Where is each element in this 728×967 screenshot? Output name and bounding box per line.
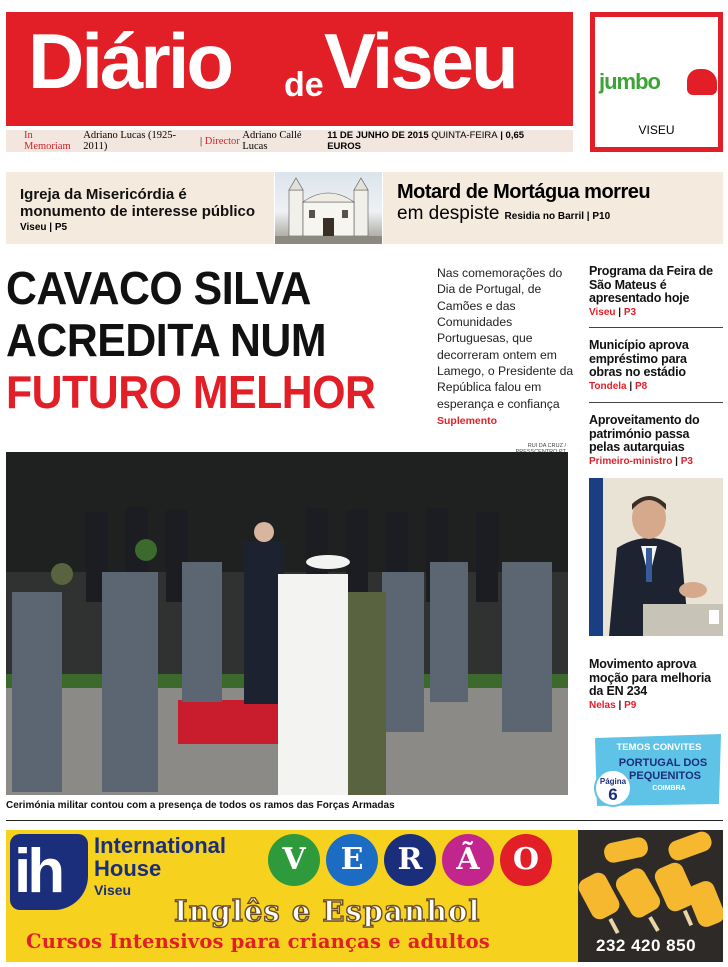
main-lede bbox=[437, 265, 577, 428]
sidebar-page: P3 bbox=[623, 306, 637, 318]
convites-line4: COIMBRA bbox=[652, 785, 686, 792]
sidebar-page: P3 bbox=[680, 455, 693, 467]
sidebar-item-movimento[interactable]: Movimento aprova moção para melhoria da EN 234 Nelas | P9 bbox=[589, 658, 723, 711]
ad-languages: Inglês e Espanhol bbox=[174, 894, 481, 928]
church-facade-image bbox=[275, 172, 382, 244]
elephant-icon bbox=[687, 69, 717, 95]
ad-brand-city: Viseu bbox=[94, 882, 132, 898]
info-separator: | bbox=[200, 135, 203, 147]
convites-line3: PEQUENITOS bbox=[629, 770, 701, 782]
main-headline-line2[interactable]: ACREDITA NUM bbox=[6, 314, 326, 366]
photo-caption: Cerimónia militar contou com a presença de todos os ramos das Forças Armadas bbox=[6, 800, 395, 811]
verao-letter-r: R bbox=[384, 834, 436, 886]
prime-minister-photo bbox=[589, 478, 723, 636]
ad-brand-line2: House bbox=[94, 856, 162, 881]
convites-line2: PORTUGAL DOS bbox=[618, 757, 708, 769]
jumbo-logo: jumbo bbox=[599, 69, 660, 94]
masthead-title-viseu: Viseu bbox=[324, 17, 516, 105]
sidebar-headline: Município aprova empréstimo para obras no estádio bbox=[589, 338, 689, 379]
main-photo bbox=[6, 452, 568, 795]
masthead bbox=[6, 12, 573, 126]
lede-tag[interactable]: Suplemento bbox=[437, 415, 498, 428]
sidebar-section: Viseu bbox=[589, 306, 616, 318]
verao-letter-a: Ã bbox=[442, 834, 494, 886]
memoriam-name: Adriano Lucas (1925-2011) bbox=[83, 130, 177, 152]
sidebar-section: Nelas bbox=[589, 699, 616, 711]
sidebar-section: Primeiro-ministro bbox=[589, 455, 673, 467]
issue-info: 11 DE JUNHO DE 2015 QUINTA-FEIRA | 0,65 EUROS bbox=[327, 130, 525, 152]
director-label: Director bbox=[204, 135, 240, 147]
main-headline-line3[interactable]: FUTURO MELHOR bbox=[6, 366, 376, 418]
sidebar-headline: Aproveitamento do património passa pelas autarquias bbox=[589, 413, 700, 454]
verao-letter-v: V bbox=[268, 834, 320, 886]
sidebar-headline: Programa da Feira de São Mateus é apresentado hoje bbox=[589, 264, 713, 305]
memoriam-label: In Memoriam bbox=[24, 130, 71, 152]
sidebar-headline: Movimento aprova moção para melhoria da EN 234 bbox=[589, 657, 711, 698]
convites-page-label: Página bbox=[599, 777, 627, 786]
sidebar-page: P8 bbox=[634, 380, 648, 392]
sponsor-city: VISEU bbox=[638, 123, 675, 137]
masthead-title-de: de bbox=[284, 66, 324, 104]
masthead-title-diario: Diário bbox=[28, 17, 232, 105]
sidebar-divider bbox=[589, 402, 723, 403]
sidebar-page: P9 bbox=[624, 699, 637, 711]
director-name: Adriano Callé Lucas bbox=[242, 130, 302, 152]
teaser-misericordia[interactable] bbox=[6, 172, 274, 244]
convites-line1: TEMOS CONVITES bbox=[616, 742, 702, 753]
convites-page-number: 6 bbox=[608, 785, 618, 804]
sidebar-section: Tondela bbox=[589, 380, 627, 392]
sidebar-divider bbox=[589, 327, 723, 328]
sidebar-item-feira[interactable]: Programa da Feira de São Mateus é apresentado hoje Viseu | P3 bbox=[589, 265, 723, 318]
issue-date: 11 DE JUNHO DE 2015 bbox=[327, 130, 429, 141]
section-divider bbox=[6, 820, 723, 821]
teaser-motard[interactable] bbox=[383, 172, 723, 244]
issue-weekday: QUINTA-FEIRA bbox=[431, 130, 498, 141]
church-photo bbox=[275, 172, 382, 244]
speaker-portrait-image bbox=[589, 478, 723, 636]
teaser-headline: Motard de Mortágua morreu bbox=[397, 181, 651, 203]
ih-logo: ih bbox=[10, 834, 88, 910]
ad-phone: 232 420 850 bbox=[596, 936, 697, 955]
teaser-section: Residia no Barril | P10 bbox=[504, 211, 611, 222]
military-ceremony-image bbox=[6, 452, 568, 795]
teaser-headline: Igreja da Misericórdia é monumento de interesse público bbox=[20, 186, 256, 221]
sponsor-box[interactable] bbox=[590, 12, 723, 152]
sidebar-item-municipio[interactable]: Município aprova empréstimo para obras no estádio Tondela | P8 bbox=[589, 339, 723, 392]
teaser-section: Viseu | P5 bbox=[20, 221, 68, 233]
ad-brand-line1: International bbox=[94, 833, 227, 858]
ad-courses: Cursos Intensivos para crianças e adultos bbox=[26, 930, 490, 953]
masthead-info-bar bbox=[6, 130, 573, 152]
teaser-subline: em despiste bbox=[397, 203, 500, 224]
photo-credit: RUI DA CRUZ / bbox=[527, 443, 566, 449]
sidebar-item-aproveitamento[interactable]: Aproveitamento do património passa pelas autarquias Primeiro-ministro | P3 bbox=[589, 414, 723, 467]
verao-letter-o: O bbox=[500, 834, 552, 886]
main-headline-line1[interactable]: CAVACO SILVA bbox=[6, 262, 311, 314]
convites-promo[interactable] bbox=[589, 730, 723, 810]
international-house-ad[interactable] bbox=[6, 830, 723, 962]
verao-letter-e: E bbox=[326, 834, 378, 886]
convites-graphic bbox=[589, 730, 723, 810]
issue-price: 0,65 EUROS bbox=[327, 130, 525, 152]
lede-text: Nas comemorações do Dia de Portugal, de Camões e das Comunidades Portuguesas, que decorreram ontem em Lamego, o Presidente da República falou em esperança e confiança bbox=[437, 266, 574, 411]
